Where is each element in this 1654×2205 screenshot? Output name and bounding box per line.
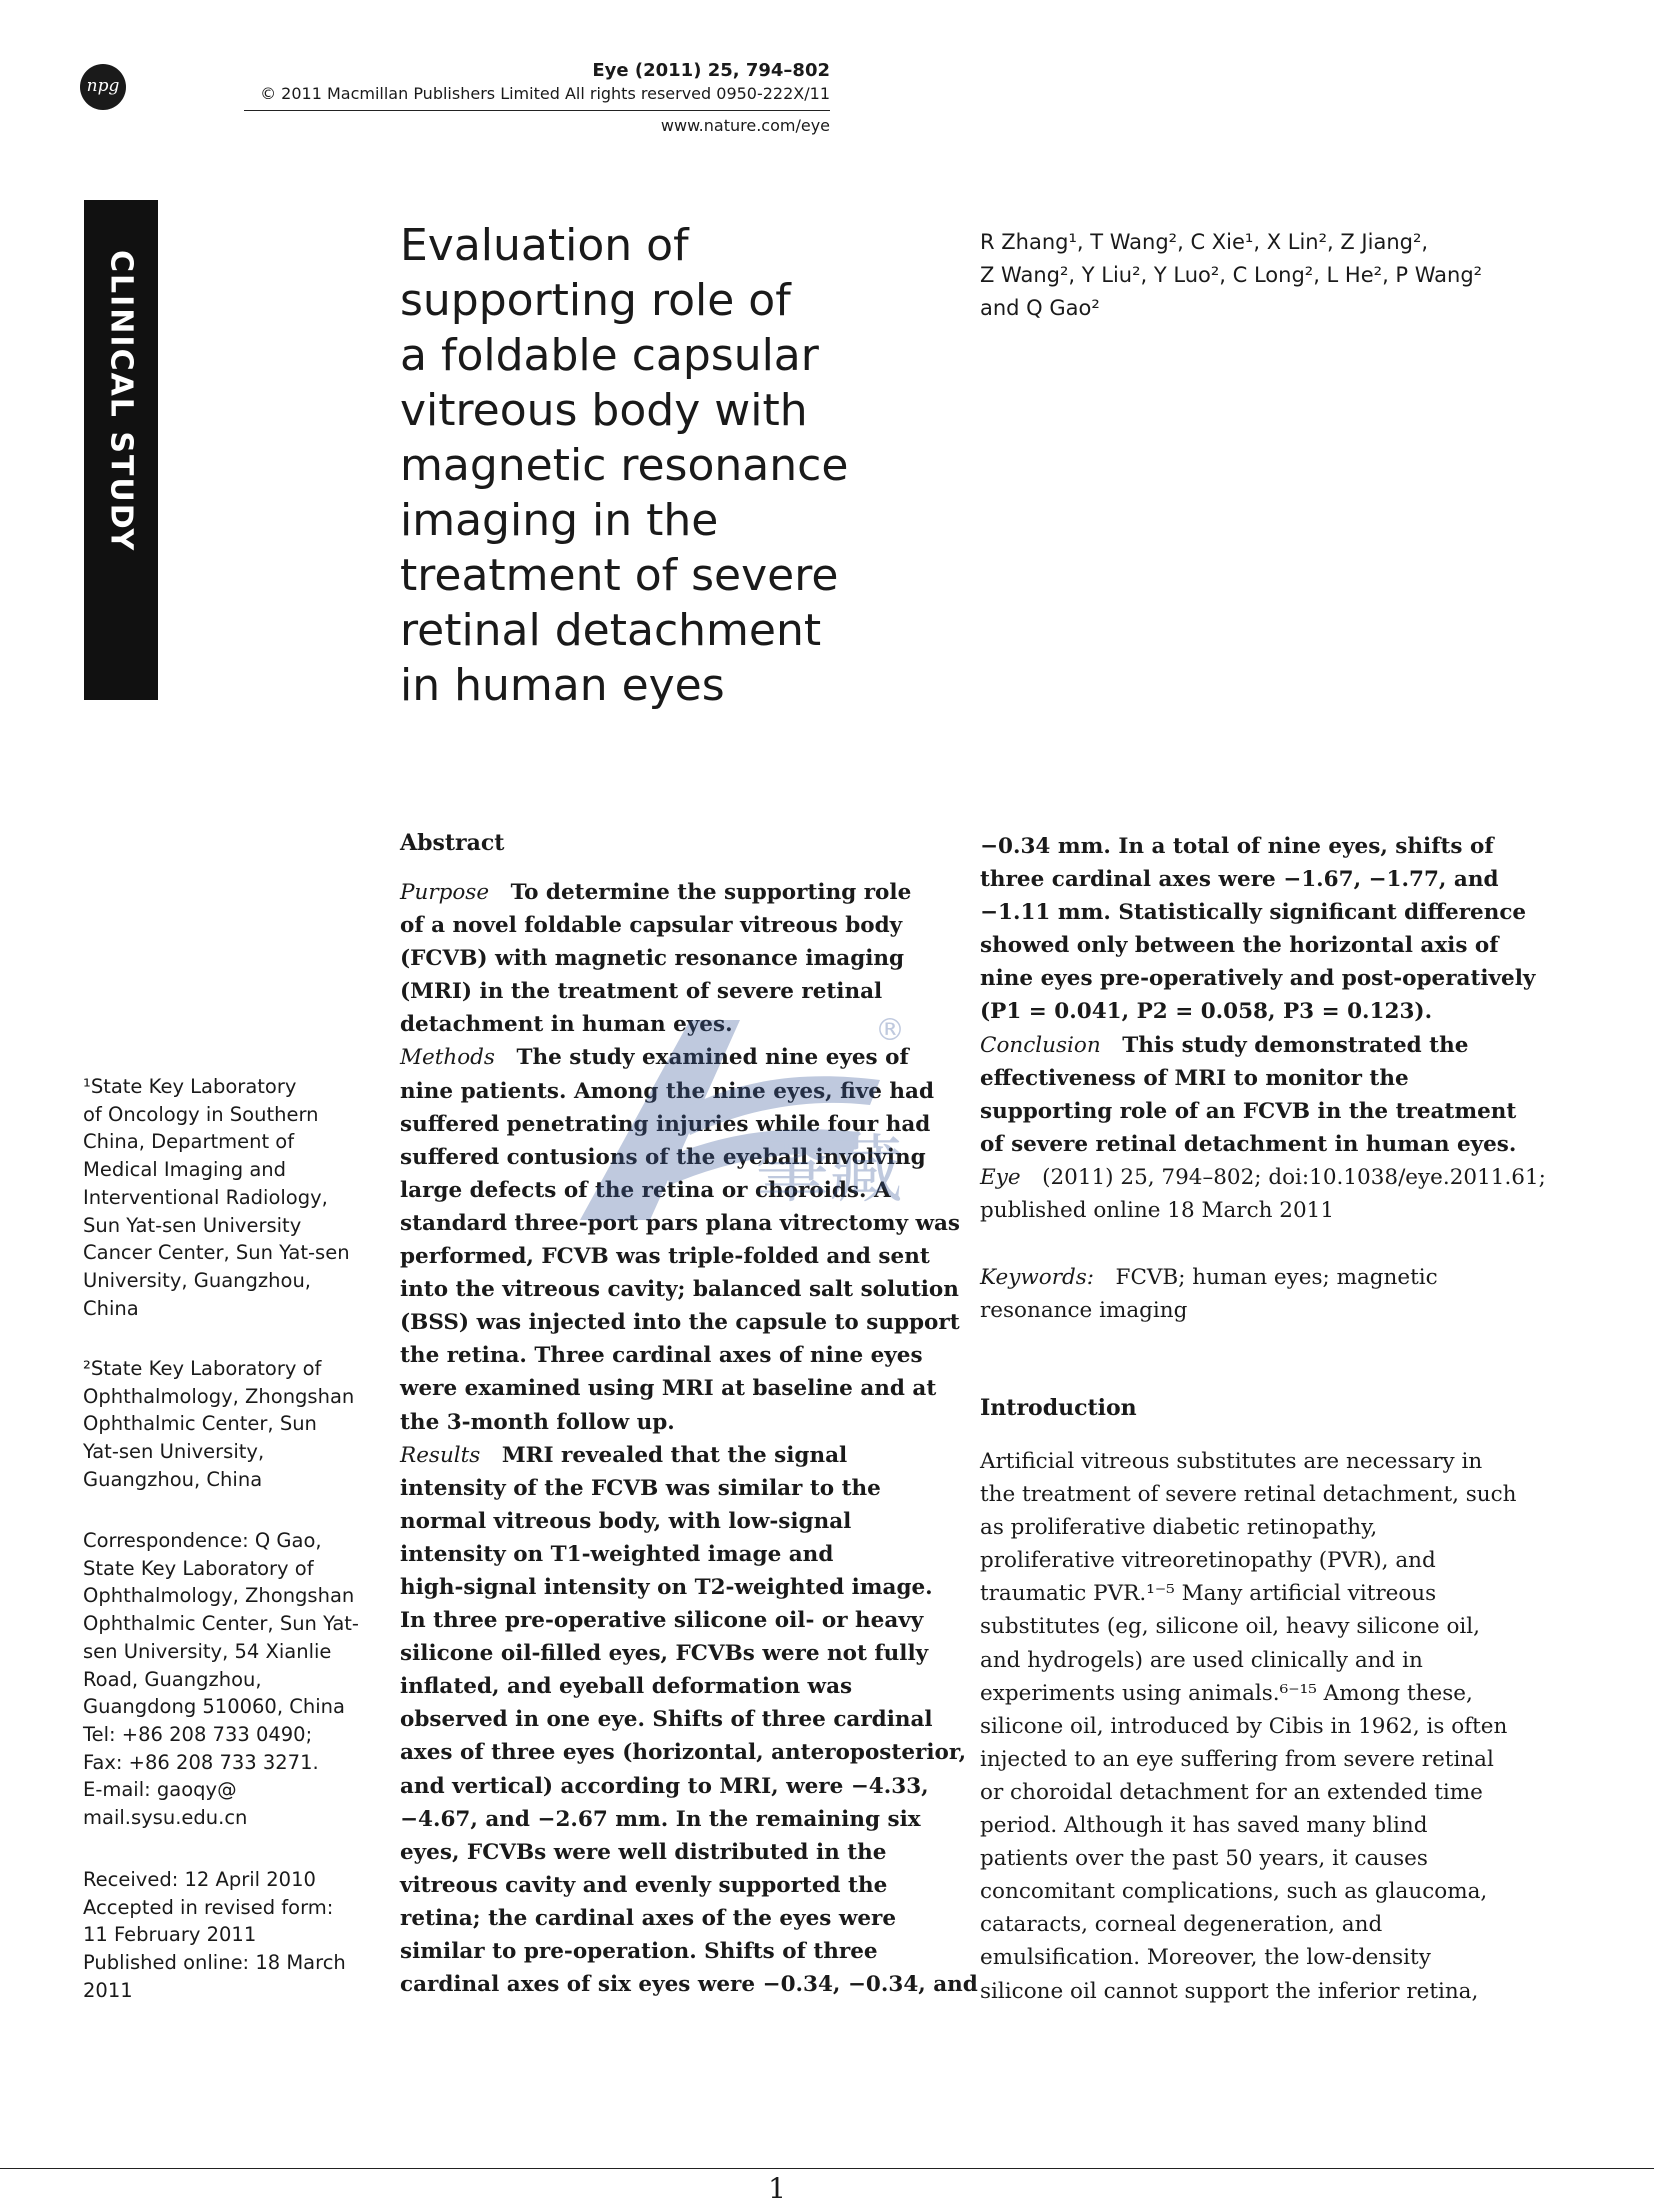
watermark-registered-mark: ® (875, 1013, 905, 1048)
correspondence-line: Guangdong 510060, China (83, 1695, 345, 1719)
affiliation-line: ¹State Key Laboratory (83, 1075, 297, 1098)
correspondence-line: mail.sysu.edu.cn (83, 1806, 248, 1830)
title-line: supporting role of (400, 275, 791, 326)
line-text: (P1 = 0.041, P2 = 0.058, P3 = 0.123). (980, 999, 1433, 1025)
abstract-line (400, 1505, 940, 1538)
line-text: the 3-month follow up. (400, 1409, 675, 1435)
section-label-text: Keywords: (980, 1265, 1095, 1290)
abstract-line (400, 942, 940, 975)
section-label-text: Purpose (400, 880, 490, 905)
abstract-line (980, 896, 1527, 929)
journal-reference: Eye (2011) 25, 794–802 (592, 60, 830, 81)
abstract-line (400, 1670, 940, 1703)
introduction-line: experiments using animals.⁶⁻¹⁵ Among these, (980, 1680, 1473, 1706)
line-text: nine patients. Among the nine eyes, five had (400, 1078, 935, 1104)
line-text: high-signal intensity on T2-weighted image. (400, 1574, 933, 1600)
title-line: Evaluation of (400, 220, 689, 271)
date-line: Received: 12 April 2010 (83, 1868, 316, 1891)
introduction-line: as proliferative diabetic retinopathy, (980, 1515, 1378, 1541)
section-band (84, 200, 158, 700)
footer-rule (0, 2168, 1654, 2169)
title-line: magnetic resonance (400, 440, 849, 491)
abstract-line (400, 1339, 940, 1372)
title-line: treatment of severe (400, 550, 839, 601)
abstract-line (400, 1439, 940, 1472)
abstract-line (400, 1604, 940, 1637)
line-text: silicone oil-filled eyes, FCVBs were not fully (400, 1641, 929, 1667)
abstract-line (400, 1803, 940, 1836)
citation-line (980, 1161, 1546, 1194)
introduction-line: substitutes (eg, silicone oil, heavy silicone oil, (980, 1614, 1480, 1640)
abstract-line (400, 1108, 940, 1141)
abstract-line (400, 1008, 940, 1041)
correspondence-line: Ophthalmology, Zhongshan (83, 1584, 355, 1608)
abstract-line (400, 1041, 940, 1074)
introduction-line: silicone oil, introduced by Cibis in 1962, is often (980, 1713, 1508, 1739)
abstract-line (400, 1240, 940, 1273)
line-text: effectiveness of MRI to monitor the (980, 1065, 1409, 1091)
line-text: retina; the cardinal axes of the eyes were (400, 1905, 897, 1931)
date-line: 11 February 2011 (83, 1923, 257, 1947)
abstract-line (980, 830, 1520, 863)
introduction-line: emulsification. Moreover, the low-density (980, 1945, 1431, 1971)
article-title (400, 218, 920, 713)
line-text: were examined using MRI at baseline and at (400, 1376, 937, 1402)
abstract-line (400, 1571, 940, 1604)
affiliation-1 (83, 1073, 363, 1322)
line-text: This study demonstrated the (1122, 1032, 1469, 1058)
line-text: MRI revealed that the signal (501, 1442, 848, 1468)
correspondence-line: Correspondence: Q Gao, (83, 1529, 322, 1552)
abstract-line (980, 863, 1520, 896)
title-line: a foldable capsular (400, 330, 819, 381)
line-text: into the vitreous cavity; balanced salt solution (400, 1277, 959, 1303)
line-text: resonance imaging (980, 1298, 1188, 1324)
line-text: similar to pre-operation. Shifts of three (400, 1939, 878, 1964)
title-line: in human eyes (400, 660, 725, 711)
abstract-line (400, 1736, 967, 1769)
line-text: (MRI) in the treatment of severe retinal (400, 979, 883, 1005)
introduction-line: and hydrogels) are used clinically and in (980, 1647, 1423, 1673)
title-line: vitreous body with (400, 385, 808, 436)
author-line: Z Wang², Y Liu², Y Luo², C Long², L He², P Wang² (980, 263, 1483, 287)
line-text: The study examined nine eyes of (516, 1045, 909, 1071)
date-line: 2011 (83, 1978, 133, 2002)
line-text: the retina. Three cardinal axes of nine eyes (400, 1343, 923, 1369)
line-text: performed, FCVB was triple-folded and sent (400, 1244, 930, 1270)
abstract-line (980, 1062, 1520, 1095)
keywords (980, 1261, 1520, 1327)
line-text: FCVB; human eyes; magnetic (1115, 1265, 1438, 1290)
author-list (980, 226, 1540, 325)
line-text: of severe retinal detachment in human eyes. (980, 1131, 1517, 1157)
correspondence-line: E-mail: gaoqy@ (83, 1778, 237, 1802)
abstract-continuation (980, 830, 1536, 1161)
line-text: observed in one eye. Shifts of three cardinal (400, 1707, 933, 1733)
affiliation-line: Sun Yat-sen University (83, 1213, 302, 1237)
line-text: (BSS) was injected into the capsule to support (400, 1310, 960, 1336)
section-label-text: Eye (980, 1164, 1021, 1190)
introduction-line: period. Although it has saved many blind (980, 1813, 1428, 1839)
abstract-line (400, 1968, 978, 2001)
abstract-column-2 (980, 830, 1546, 1227)
abstract-line (400, 1538, 940, 1571)
keywords-line (980, 1261, 1520, 1294)
publisher-logo: npg (80, 64, 126, 110)
affiliation-line: Ophthalmology, Zhongshan (83, 1384, 355, 1408)
affiliation-2 (83, 1355, 363, 1494)
line-text: of a novel foldable capsular vitreous body (400, 913, 903, 939)
abstract-line (980, 929, 1520, 962)
abstract-line (400, 1273, 959, 1306)
citation-line (980, 1194, 1520, 1227)
affiliation-line: Medical Imaging and (83, 1158, 287, 1182)
abstract-line (980, 1128, 1520, 1161)
header-rule (244, 110, 830, 111)
line-text: intensity on T1-weighted image and (400, 1541, 834, 1567)
abstract-line (400, 1637, 940, 1670)
date-line: Accepted in revised form: (83, 1895, 334, 1919)
line-text: suffered contusions of the eyeball involving (400, 1144, 926, 1170)
affiliation-line: Cancer Center, Sun Yat-sen (83, 1241, 350, 1265)
abstract-line (400, 1869, 940, 1902)
section-label-text: Conclusion (980, 1032, 1101, 1058)
affiliation-line: China, Department of (83, 1130, 295, 1154)
abstract-line (400, 909, 940, 942)
affiliation-line: Guangzhou, China (83, 1467, 263, 1491)
line-text: −1.11 mm. Statistically significant difference (980, 900, 1527, 926)
line-text: detachment in human eyes. (400, 1012, 733, 1038)
line-text: nine eyes pre-operatively and post-operatively (980, 966, 1536, 992)
correspondence-line: Ophthalmic Center, Sun Yat- (83, 1612, 359, 1636)
abstract-line (400, 1935, 940, 1968)
introduction-line: Artificial vitreous substitutes are necessary in (980, 1449, 1483, 1474)
abstract-line (400, 1075, 940, 1108)
line-text: (2011) 25, 794–802; doi:10.1038/eye.2011.61; (1042, 1164, 1546, 1190)
keywords-line (980, 1294, 1520, 1327)
page-number: 1 (768, 2172, 786, 2205)
correspondence-line: sen University, 54 Xianlie (83, 1639, 332, 1663)
abstract-line (400, 1770, 940, 1803)
abstract-line (400, 876, 940, 909)
section-label: CLINICAL STUDY (103, 250, 139, 553)
line-text: In three pre-operative silicone oil- or heavy (400, 1608, 924, 1634)
correspondence (83, 1527, 363, 1832)
journal-url-link[interactable]: www.nature.com/eye (660, 116, 830, 135)
line-text: (FCVB) with magnetic resonance imaging (400, 946, 905, 972)
introduction-line: injected to an eye suffering from severe retinal (980, 1746, 1494, 1772)
abstract-line (400, 1406, 940, 1439)
line-text: published online 18 March 2011 (980, 1198, 1335, 1224)
introduction-line: patients over the past 50 years, it causes (980, 1846, 1428, 1872)
abstract-line (400, 1207, 960, 1240)
introduction-line: the treatment of severe retinal detachment, such (980, 1482, 1517, 1508)
line-text: eyes, FCVBs were well distributed in the (400, 1839, 887, 1865)
abstract-line (980, 1029, 1520, 1062)
title-line: imaging in the (400, 495, 719, 546)
line-text: −0.34 mm. In a total of nine eyes, shifts of (980, 834, 1494, 859)
abstract-line (980, 1095, 1520, 1128)
line-text: −4.67, and −2.67 mm. In the remaining six (400, 1806, 921, 1832)
author-line: and Q Gao² (980, 296, 1100, 320)
abstract-line (980, 962, 1536, 995)
title-line: retinal detachment (400, 605, 822, 656)
affiliation-line: China (83, 1296, 139, 1320)
correspondence-line: Tel: +86 208 733 0490; (83, 1722, 313, 1746)
introduction-line: concomitant complications, such as glaucoma, (980, 1879, 1488, 1905)
line-text: vitreous cavity and evenly supported the (400, 1872, 888, 1898)
introduction-line: cataracts, corneal degeneration, and (980, 1912, 1383, 1938)
line-text: showed only between the horizontal axis of (980, 933, 1499, 959)
introduction-line: or choroidal detachment for an extended time (980, 1779, 1483, 1805)
line-text: large defects of the retina or choroids. A (400, 1177, 891, 1203)
line-text: three cardinal axes were −1.67, −1.77, and (980, 867, 1499, 893)
abstract-line (980, 995, 1520, 1028)
affiliation-line: ²State Key Laboratory of (83, 1357, 322, 1380)
line-text: To determine the supporting role (510, 880, 912, 905)
introduction-line: proliferative vitreoretinopathy (PVR), and (980, 1548, 1436, 1574)
introduction-line: silicone oil cannot support the inferior retina, (980, 1978, 1479, 2004)
article-citation (980, 1161, 1546, 1227)
abstract-column-1 (400, 876, 978, 2001)
abstract-line (400, 1372, 940, 1405)
line-text: and vertical) according to MRI, were −4.33, (400, 1773, 929, 1799)
line-text: inflated, and eyeball deformation was (400, 1674, 853, 1700)
correspondence-line: State Key Laboratory of (83, 1556, 314, 1580)
abstract-line (400, 1836, 940, 1869)
section-label-text: Methods (400, 1045, 495, 1071)
line-text: normal vitreous body, with low-signal (400, 1508, 852, 1534)
date-line: Published online: 18 March (83, 1951, 346, 1975)
section-label-text: Results (400, 1442, 481, 1468)
line-text: intensity of the FCVB was similar to the (400, 1475, 881, 1501)
abstract-line (400, 975, 940, 1008)
abstract-line (400, 1174, 940, 1207)
author-line: R Zhang¹, T Wang², C Xie¹, X Lin², Z Jiang², (980, 230, 1429, 254)
affiliation-line: Ophthalmic Center, Sun (83, 1412, 317, 1436)
introduction-heading: Introduction (980, 1395, 1137, 1421)
abstract-line (400, 1141, 940, 1174)
affiliation-line: Yat-sen University, (83, 1440, 265, 1464)
line-text: axes of three eyes (horizontal, anteroposterior, (400, 1740, 967, 1766)
publication-dates (83, 1866, 363, 2005)
abstract-heading: Abstract (400, 830, 505, 856)
abstract-line (400, 1306, 960, 1339)
line-text: suffered penetrating injuries while four had (400, 1111, 931, 1137)
affiliation-line: University, Guangzhou, (83, 1268, 312, 1292)
abstract-line (400, 1902, 940, 1935)
line-text: cardinal axes of six eyes were −0.34, −0.34, and (400, 1972, 978, 1998)
introduction-body (980, 1445, 1520, 2008)
line-text: supporting role of an FCVB in the treatment (980, 1098, 1517, 1124)
correspondence-line: Fax: +86 208 733 3271. (83, 1750, 319, 1774)
abstract-line (400, 1472, 940, 1505)
line-text: standard three-port pars plana vitrectomy was (400, 1210, 960, 1236)
correspondence-line: Road, Guangzhou, (83, 1667, 262, 1691)
watermark-text: 肇藏 (755, 1127, 903, 1213)
introduction-line: traumatic PVR.¹⁻⁵ Many artificial vitreous (980, 1581, 1437, 1607)
affiliation-line: of Oncology in Southern (83, 1102, 319, 1126)
abstract-line (400, 1703, 940, 1736)
affiliation-line: Interventional Radiology, (83, 1185, 328, 1209)
copyright-notice: © 2011 Macmillan Publishers Limited All rights reserved 0950-222X/11 (260, 84, 830, 103)
